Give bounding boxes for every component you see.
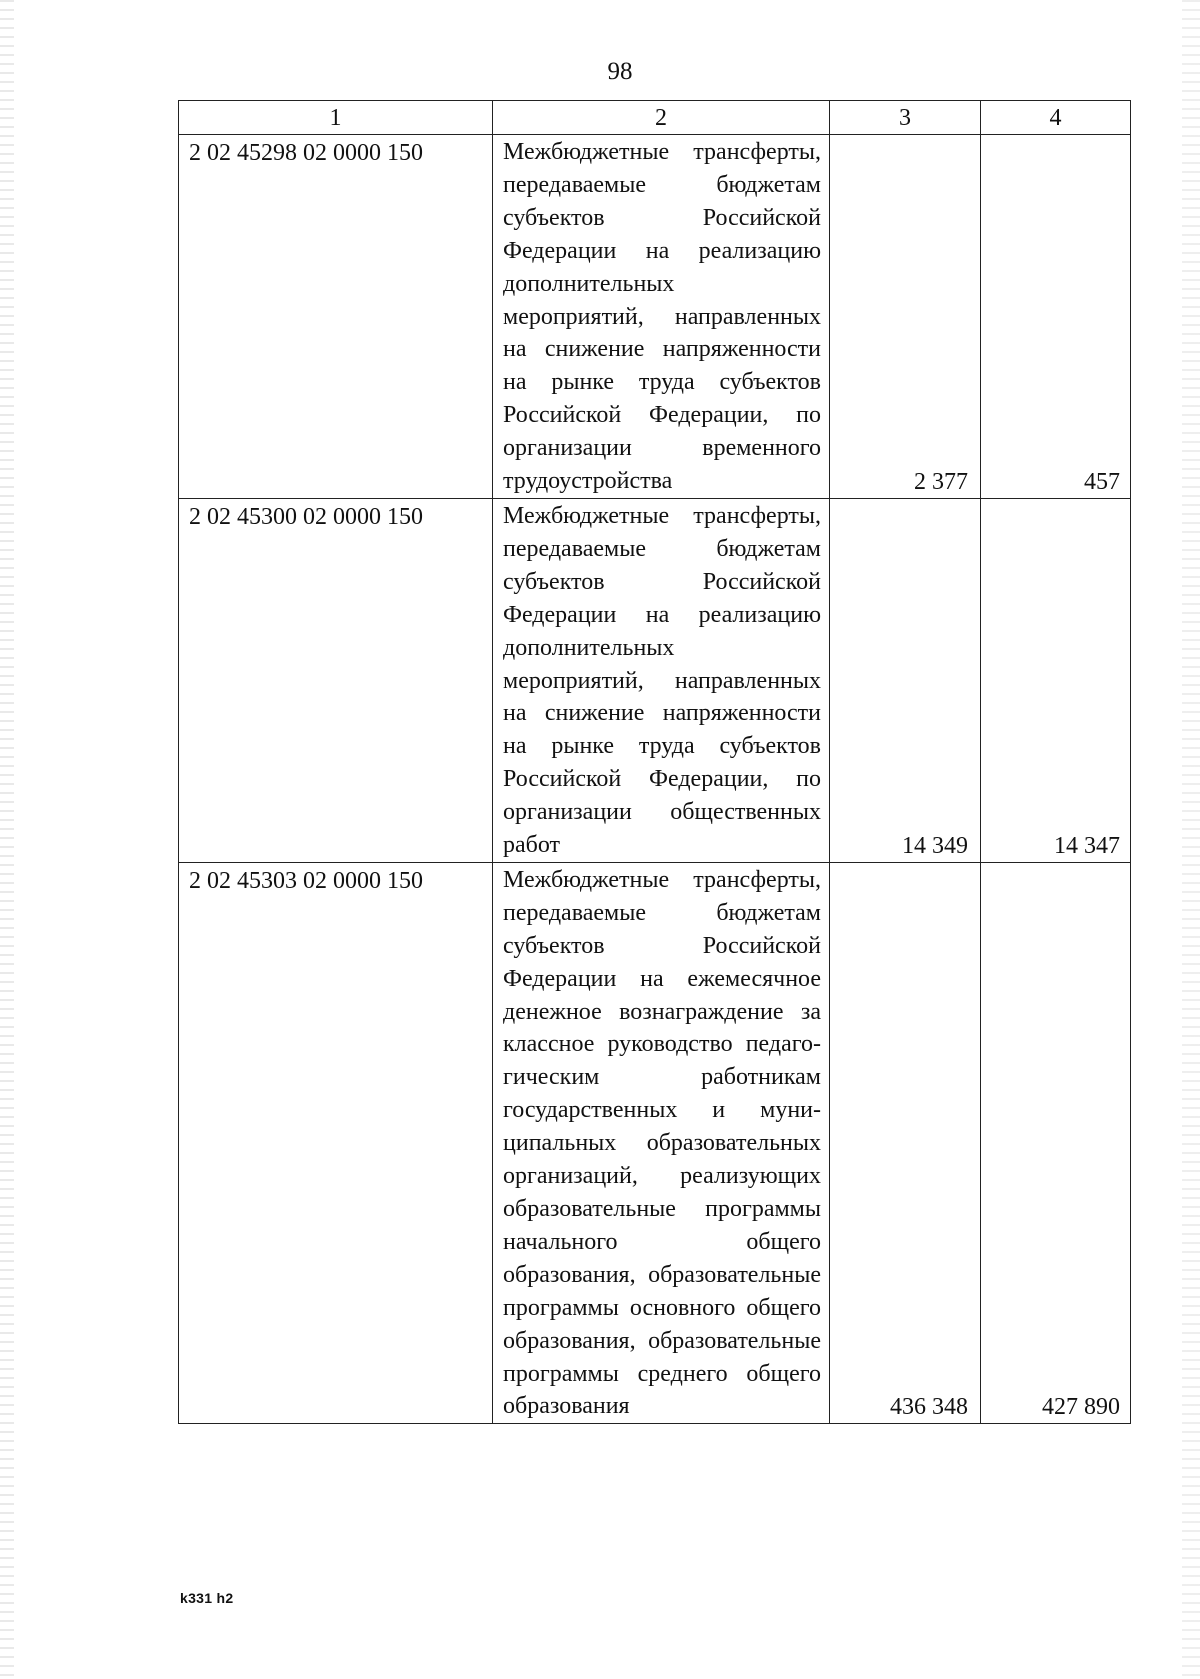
- page-number: 98: [607, 58, 633, 85]
- column-header-1: 1: [179, 101, 493, 135]
- column-header-4: 4: [981, 101, 1131, 135]
- description-text: Межбюджетные трансферты, передаваемые бюджетам субъектов Российской Федерации на ежемесячное денежное вознаграждение за классное руководство педагогическим работникам государственных и муниципальных образовательных организаций, реализующих образовательные программы начального общего образования, образовательные программы основного общего образования, образовательные программы среднего общего образования: [503, 866, 821, 1420]
- budget-code-cell: 2 02 45298 02 0000 150: [179, 135, 493, 499]
- table-row: [179, 498, 1131, 862]
- document-footer-code: k331 h2: [180, 1590, 234, 1606]
- budget-code-cell: 2 02 45303 02 0000 150: [179, 862, 493, 1423]
- value-column-3-cell: 2 377: [830, 135, 981, 499]
- budget-table: [178, 100, 1131, 1424]
- column-header-2: 2: [493, 101, 830, 135]
- table-row: [179, 135, 1131, 499]
- value-column-4-cell: 457: [981, 135, 1131, 499]
- value-column-3-cell: 14 349: [830, 498, 981, 862]
- value-column-4-cell: 14 347: [981, 498, 1131, 862]
- value-column-3-cell: 436 348: [830, 862, 981, 1423]
- description-text: Межбюджетные трансферты, передаваемые бюджетам субъектов Российской Федерации на реализацию дополнительных мероприятий, направленных на снижение напряженности на рынке труда субъектов Российской Федерации, по организации временного трудоустройства: [503, 139, 821, 495]
- left-edge-scan-artifact: [0, 0, 14, 1679]
- description-cell: [493, 862, 830, 1423]
- description-cell: [493, 498, 830, 862]
- description-text: Межбюджетные трансферты, передаваемые бюджетам субъектов Российской Федерации на реализацию дополнительных мероприятий, направленных на снижение напряженности на рынке труда субъектов Российской Федерации, по организации общественных работ: [503, 502, 821, 859]
- table-header-row: [179, 101, 1131, 135]
- right-edge-scan-artifact: [1182, 0, 1200, 1679]
- value-column-4-cell: 427 890: [981, 862, 1131, 1423]
- description-cell: [493, 135, 830, 499]
- table-row: [179, 862, 1131, 1423]
- column-header-3: 3: [830, 101, 981, 135]
- budget-code-cell: 2 02 45300 02 0000 150: [179, 498, 493, 862]
